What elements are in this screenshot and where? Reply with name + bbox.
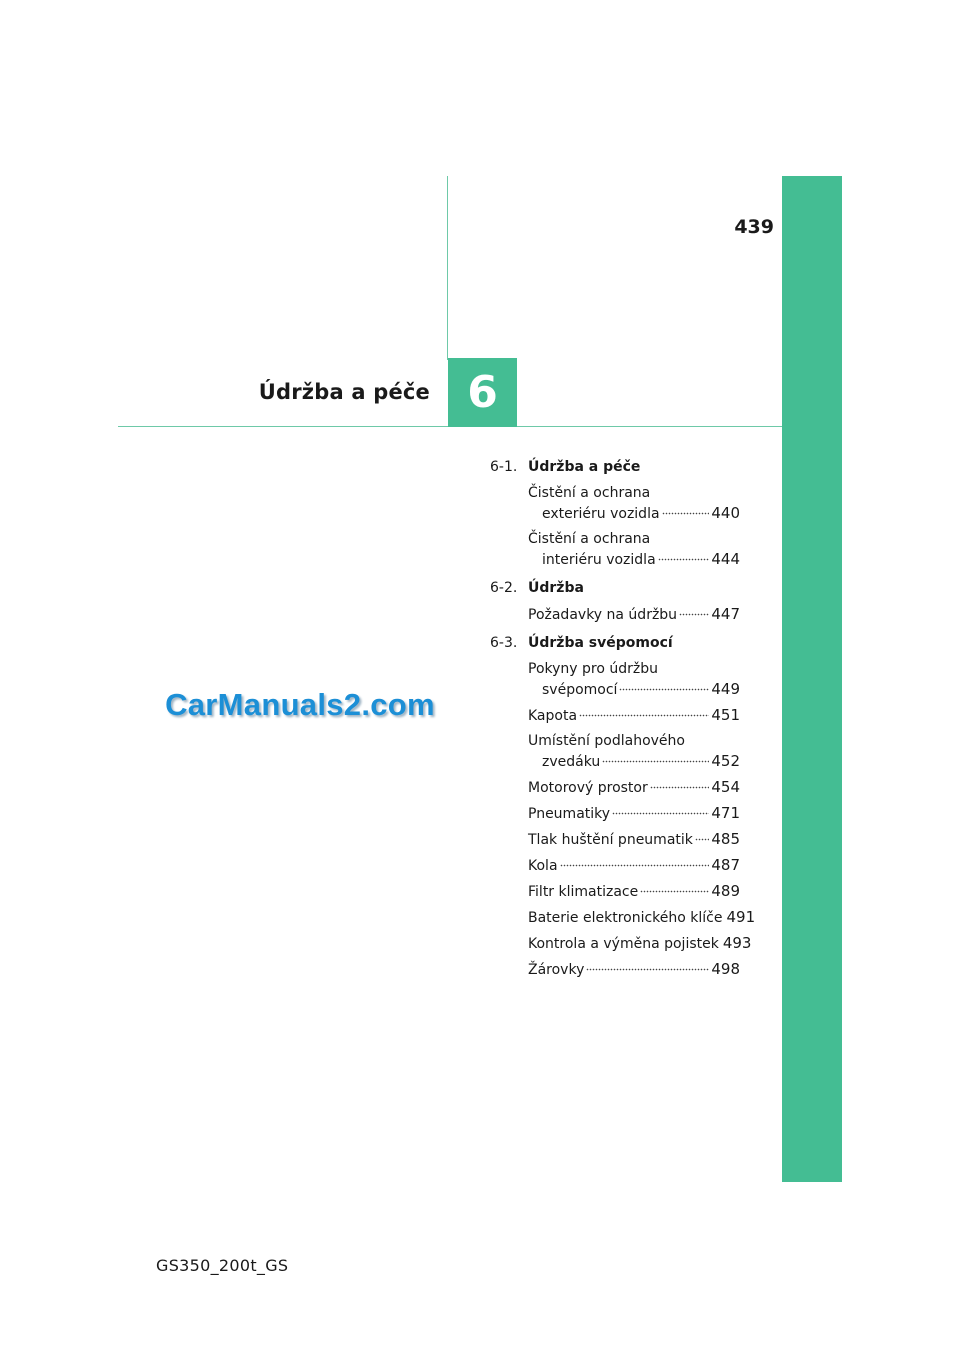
toc-entry-title: Žárovky — [528, 962, 585, 978]
toc-entry-title: zvedáku — [542, 754, 601, 770]
toc-section-heading[interactable] — [490, 456, 740, 479]
toc-entry[interactable] — [528, 529, 740, 570]
toc-entry-title: Kontrola a výměna pojistek — [528, 936, 719, 952]
toc-section-number: 6-3. — [490, 635, 518, 651]
dot-leader — [586, 963, 709, 975]
toc-entry-title-line1: Umístění podlahového — [528, 733, 685, 749]
toc-entry-page: 493 — [722, 934, 752, 952]
toc-entry-page: 444 — [711, 550, 740, 568]
toc-entry-page: 491 — [726, 908, 756, 926]
dot-leader — [662, 507, 710, 519]
toc-entry[interactable] — [528, 731, 740, 772]
chapter-number-badge: 6 — [448, 358, 517, 427]
dot-leader — [602, 755, 709, 767]
toc-entry-title: Kapota — [528, 708, 578, 724]
toc-entry-title: exteriéru vozidla — [542, 506, 660, 522]
dot-leader — [640, 885, 709, 897]
toc-entry[interactable] — [528, 907, 756, 928]
toc-entry[interactable] — [528, 803, 740, 824]
dot-leader — [560, 859, 710, 871]
toc-section-title: Údržba svépomocí — [528, 635, 673, 651]
toc-section-number: 6-2. — [490, 580, 518, 596]
toc-entry[interactable] — [528, 604, 740, 625]
toc-entry[interactable] — [528, 777, 740, 798]
footer-model-code: GS350_200t_GS — [156, 1256, 289, 1275]
toc-entry-page: 440 — [711, 504, 740, 522]
vertical-rule — [447, 176, 448, 360]
table-of-contents — [490, 456, 756, 985]
toc-entry[interactable] — [528, 855, 740, 876]
toc-entry-title: svépomocí — [542, 682, 618, 698]
toc-entry-page: 452 — [711, 752, 740, 770]
toc-entry[interactable] — [528, 881, 740, 902]
toc-section-title: Údržba — [528, 580, 584, 596]
toc-entry-title: Požadavky na údržbu — [528, 607, 678, 623]
toc-section-heading[interactable] — [490, 577, 740, 600]
toc-entry-title: Pneumatiky — [528, 806, 611, 822]
dot-leader — [658, 553, 710, 565]
watermark-logo: CarManuals2.com — [158, 676, 442, 732]
toc-section-heading[interactable] — [490, 632, 740, 655]
toc-entry-title: interiéru vozidla — [542, 552, 656, 568]
toc-entry-title-line1: Pokyny pro údržbu — [528, 661, 658, 677]
toc-entry-page: 489 — [711, 882, 740, 900]
toc-entry-page: 447 — [711, 605, 740, 623]
dot-leader — [679, 608, 709, 620]
dot-leader — [579, 709, 709, 721]
toc-entry-page: 451 — [711, 706, 740, 724]
toc-entry[interactable] — [528, 933, 752, 954]
toc-entry-title: Kola — [528, 858, 558, 874]
toc-entry-title: Tlak huštění pneumatik — [528, 832, 693, 848]
toc-entry-title: Filtr klimatizace — [528, 884, 639, 900]
toc-entry[interactable] — [528, 483, 740, 524]
toc-entry[interactable] — [528, 829, 740, 850]
toc-entry-title-line1: Čistění a ochrana — [528, 531, 651, 547]
toc-entry[interactable] — [528, 705, 740, 726]
dot-leader — [695, 833, 709, 845]
chapter-title: Údržba a péče — [258, 380, 430, 404]
dot-leader — [619, 683, 709, 695]
toc-entry-page: 498 — [711, 960, 740, 978]
dot-leader — [650, 781, 710, 793]
toc-entry-page: 449 — [711, 680, 740, 698]
toc-entry-title: Baterie elektronického klíče — [528, 910, 723, 926]
toc-entry-title: Motorový prostor — [528, 780, 648, 796]
toc-entry-page: 471 — [711, 804, 740, 822]
page-number: 439 — [734, 216, 774, 238]
toc-section-number: 6-1. — [490, 459, 518, 475]
toc-entry-page: 487 — [711, 856, 740, 874]
toc-entry-title-line1: Čistění a ochrana — [528, 485, 651, 501]
toc-entry[interactable] — [528, 959, 740, 980]
toc-entry-page: 485 — [711, 830, 740, 848]
chapter-side-tab — [782, 176, 842, 1182]
dot-leader — [612, 807, 709, 819]
toc-entry-page: 454 — [711, 778, 740, 796]
toc-section-title: Údržba a péče — [528, 459, 641, 475]
toc-entry[interactable] — [528, 659, 740, 700]
